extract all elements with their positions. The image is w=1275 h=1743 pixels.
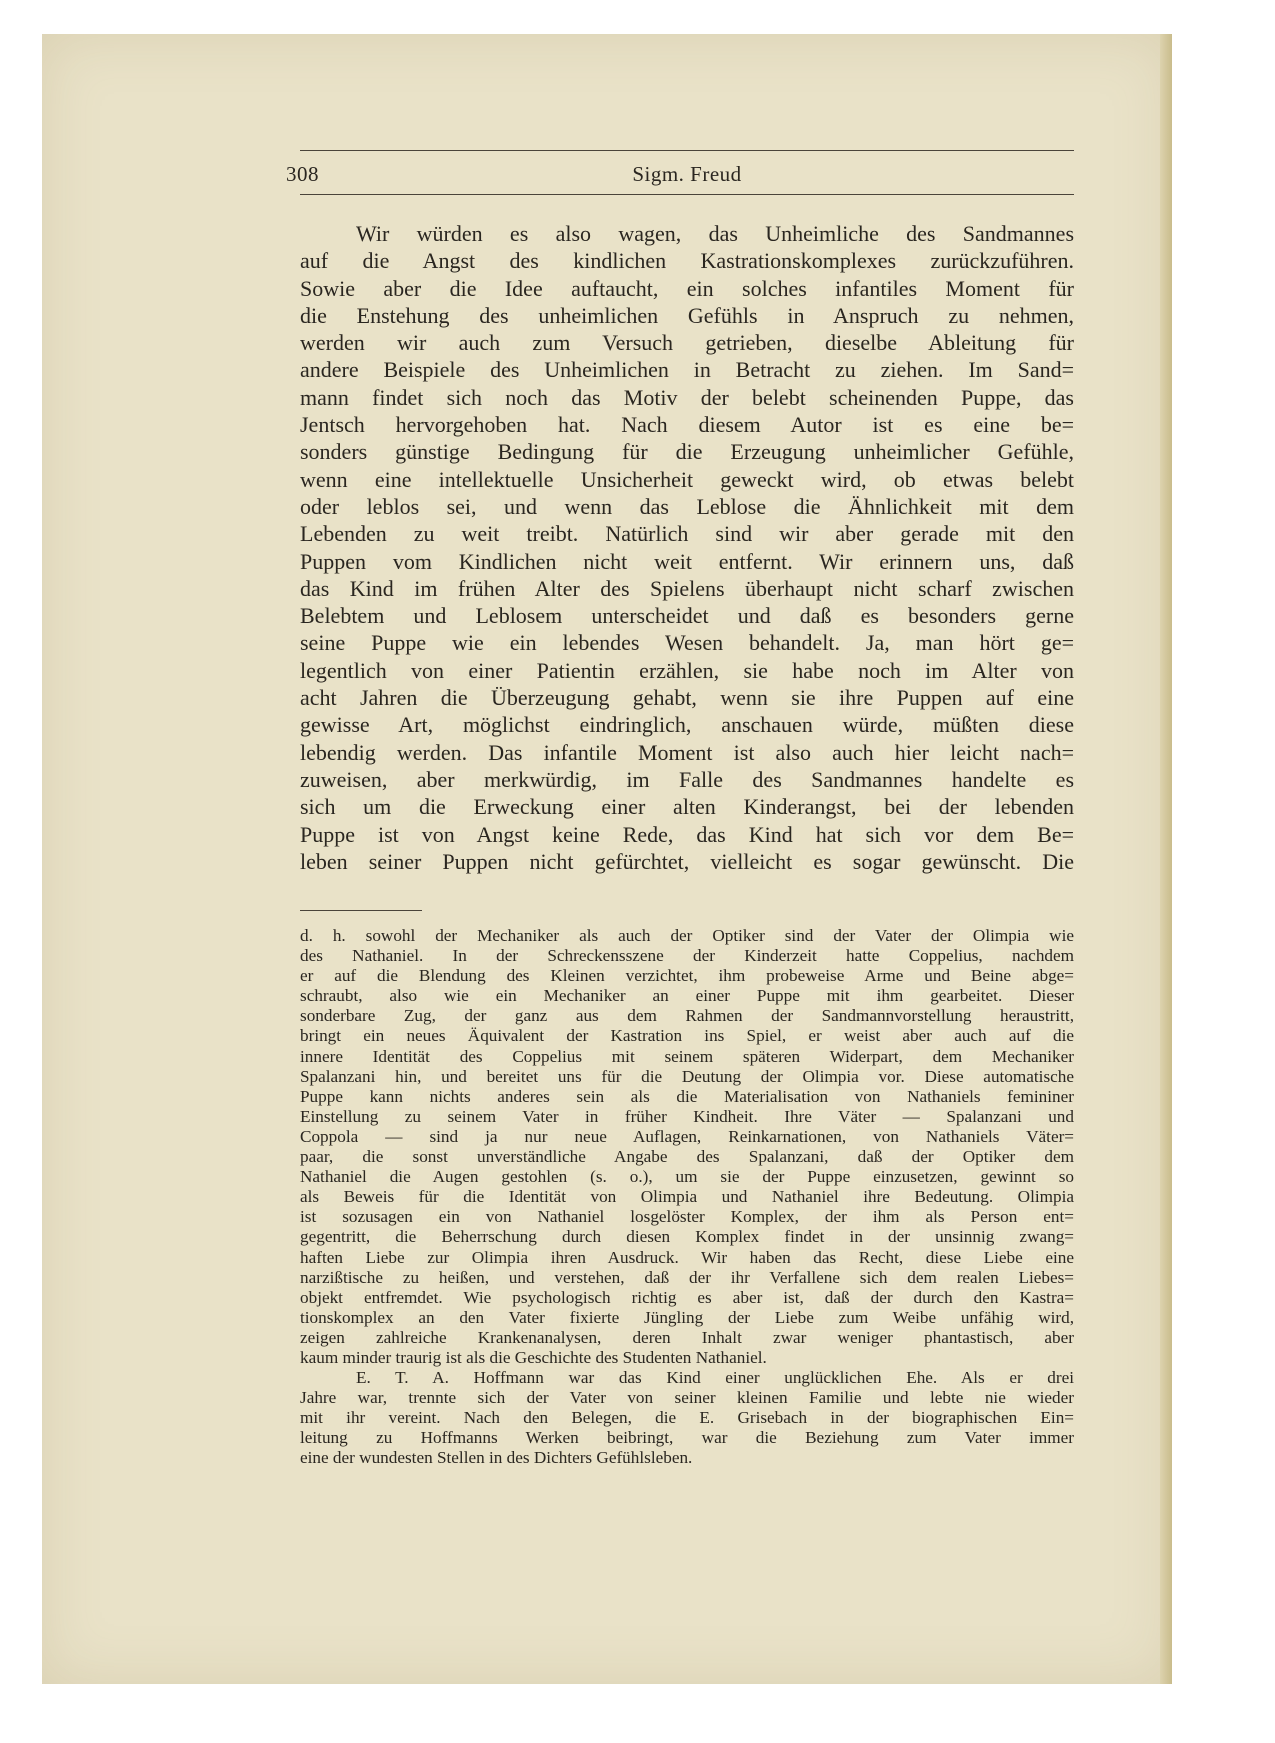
footnote-line: sonderbare Zug, der ganz aus dem Rahmen der Sandmannvorstellung heraustritt, [300, 1006, 1074, 1026]
footnote-line: kaum minder traurig ist als die Geschichte des Studenten Nathaniel. [300, 1347, 767, 1367]
body-line: Belebtem und Leblosem unterscheidet und daß es besonders gerne [300, 603, 1074, 629]
body-line: wenn eine intellektuelle Unsicherheit geweckt wird, ob etwas belebt [300, 466, 1074, 492]
body-line: Sowie aber die Idee auftaucht, ein solches infantiles Moment für [300, 275, 1074, 301]
footnote-line: Spalanzani hin, und bereitet uns für die Deutung der Olimpia vor. Diese automatische [300, 1066, 1074, 1086]
body-line: sonders günstige Bedingung für die Erzeugung unheimlicher Gefühle, [300, 439, 1074, 465]
footnote-line: d. h. sowohl der Mechaniker als auch der Optiker sind der Vater der Olimpia wie [300, 926, 1074, 945]
footnote-line: paar, die sonst unverständliche Angabe des Spalanzani, daß der Optiker dem [300, 1147, 1074, 1167]
footnote-line: tionskomplex an den Vater fixierte Jüngling der Liebe zum Weibe unfähig wird, [300, 1307, 1074, 1327]
page-edge-shadow [1160, 34, 1172, 1684]
body-line: Lebenden zu weit treibt. Natürlich sind wir aber gerade mit den [300, 521, 1074, 547]
footnote-line: eine der wundesten Stellen in des Dichters Gefühlsleben. [300, 1448, 693, 1468]
body-line: sich um die Erweckung einer alten Kinderangst, bei der lebenden [300, 794, 1074, 820]
body-line: leben seiner Puppen nicht gefürchtet, vielleicht es sogar gewünscht. Die [300, 848, 1074, 874]
body-line: legentlich von einer Patientin erzählen, sie habe noch im Alter von [300, 657, 1074, 683]
footnote-line: Nathaniel die Augen gestohlen (s. o.), um sie der Puppe einzusetzen, gewinnt so [300, 1167, 1074, 1187]
footnote-rule [300, 910, 422, 911]
body-line: Puppen vom Kindlichen nicht weit entfernt. Wir erinnern uns, daß [300, 548, 1074, 574]
body-line: die Enstehung des unheimlichen Gefühls in Anspruch zu nehmen, [300, 302, 1074, 328]
footnote-line: narzißtische zu heißen, und verstehen, daß der ihr Verfallene sich dem realen Liebes= [300, 1267, 1074, 1287]
footnote-line: innere Identität des Coppelius mit seinem späteren Widerpart, dem Mechaniker [300, 1046, 1074, 1066]
footnote-line: bringt ein neues Äquivalent der Kastration ins Spiel, er weist aber auch auf die [300, 1026, 1074, 1046]
footnote-line: Jahre war, trennte sich der Vater von seiner kleinen Familie und lebte nie wieder [300, 1388, 1074, 1408]
footnote-line: E. T. A. Hoffmann war das Kind einer unglücklichen Ehe. Als er drei [356, 1368, 1074, 1388]
footnotes [300, 926, 1074, 1469]
footnote-line: schraubt, also wie ein Mechaniker an einer Puppe mit ihm gearbeitet. Dieser [300, 986, 1074, 1006]
body-line: oder leblos sei, und wenn das Leblose die Ähnlichkeit mit dem [300, 493, 1074, 519]
body-text [300, 220, 1074, 875]
footnote-line: mit ihr vereint. Nach den Belegen, die E. Grisebach in der biographischen Ein= [300, 1408, 1074, 1428]
footnote-line: Coppola — sind ja nur neue Auflagen, Reinkarnationen, von Nathaniels Väter= [300, 1126, 1074, 1146]
footnote-line: Einstellung zu seinem Vater in früher Kindheit. Ihre Väter — Spalanzani und [300, 1106, 1074, 1126]
footnote-line: ist sozusagen ein von Nathaniel losgelöster Komplex, der ihm als Person ent= [300, 1207, 1074, 1227]
body-line: das Kind im frühen Alter des Spielens überhaupt nicht scharf zwischen [300, 575, 1074, 601]
footnote-line: haften Liebe zur Olimpia ihren Ausdruck. Wir haben das Recht, diese Liebe eine [300, 1247, 1074, 1267]
body-line: mann findet sich noch das Motiv der belebt scheinenden Puppe, das [300, 384, 1074, 410]
body-line: zuweisen, aber merkwürdig, im Falle des Sandmannes handelte es [300, 766, 1074, 792]
footnote-line: als Beweis für die Identität von Olimpia und Nathaniel ihre Bedeutung. Olimpia [300, 1187, 1074, 1207]
footnote-line: zeigen zahlreiche Krankenanalysen, deren Inhalt zwar weniger phantastisch, aber [300, 1327, 1074, 1347]
body-line: acht Jahren die Überzeugung gehabt, wenn sie ihre Puppen auf eine [300, 685, 1074, 711]
footnote-line: objekt entfremdet. Wie psychologisch richtig es aber ist, daß der durch den Kastra= [300, 1287, 1074, 1307]
footnote-line: er auf die Blendung des Kleinen verzichtet, ihm probeweise Arme und Beine abge= [300, 966, 1074, 986]
body-line: Wir würden es also wagen, das Unheimliche des Sandmannes [356, 221, 1074, 246]
body-line: Puppe ist von Angst keine Rede, das Kind hat sich vor dem Be= [300, 821, 1074, 847]
footnote-line: gegentritt, die Beherrschung durch diesen Komplex findet in der unsinnig zwang= [300, 1227, 1074, 1247]
body-line: gewisse Art, möglichst eindringlich, anschauen würde, müßten diese [300, 712, 1074, 738]
body-line: werden wir auch zum Versuch getrieben, dieselbe Ableitung für [300, 330, 1074, 356]
header-rule [300, 194, 1074, 195]
top-rule [300, 150, 1074, 151]
page-header [286, 162, 1074, 192]
footnote-line: Puppe kann nichts anderes sein als die Materialisation von Nathaniels femininer [300, 1086, 1074, 1106]
running-head: Sigm. Freud [632, 162, 742, 186]
body-line: andere Beispiele des Unheimlichen in Betracht zu ziehen. Im Sand= [300, 357, 1074, 383]
body-line: auf die Angst des kindlichen Kastrationskomplexes zurückzuführen. [300, 248, 1074, 274]
footnote-line: leitung zu Hoffmanns Werken beibringt, war die Beziehung zum Vater immer [300, 1428, 1074, 1448]
body-line: seine Puppe wie ein lebendes Wesen behandelt. Ja, man hört ge= [300, 630, 1074, 656]
body-line: Jentsch hervorgehoben hat. Nach diesem Autor ist es eine be= [300, 412, 1074, 438]
body-line: lebendig werden. Das infantile Moment ist also auch hier leicht nach= [300, 739, 1074, 765]
page-number: 308 [286, 162, 319, 186]
footnote-line: des Nathaniel. In der Schreckensszene der Kinderzeit hatte Coppelius, nachdem [300, 946, 1074, 966]
